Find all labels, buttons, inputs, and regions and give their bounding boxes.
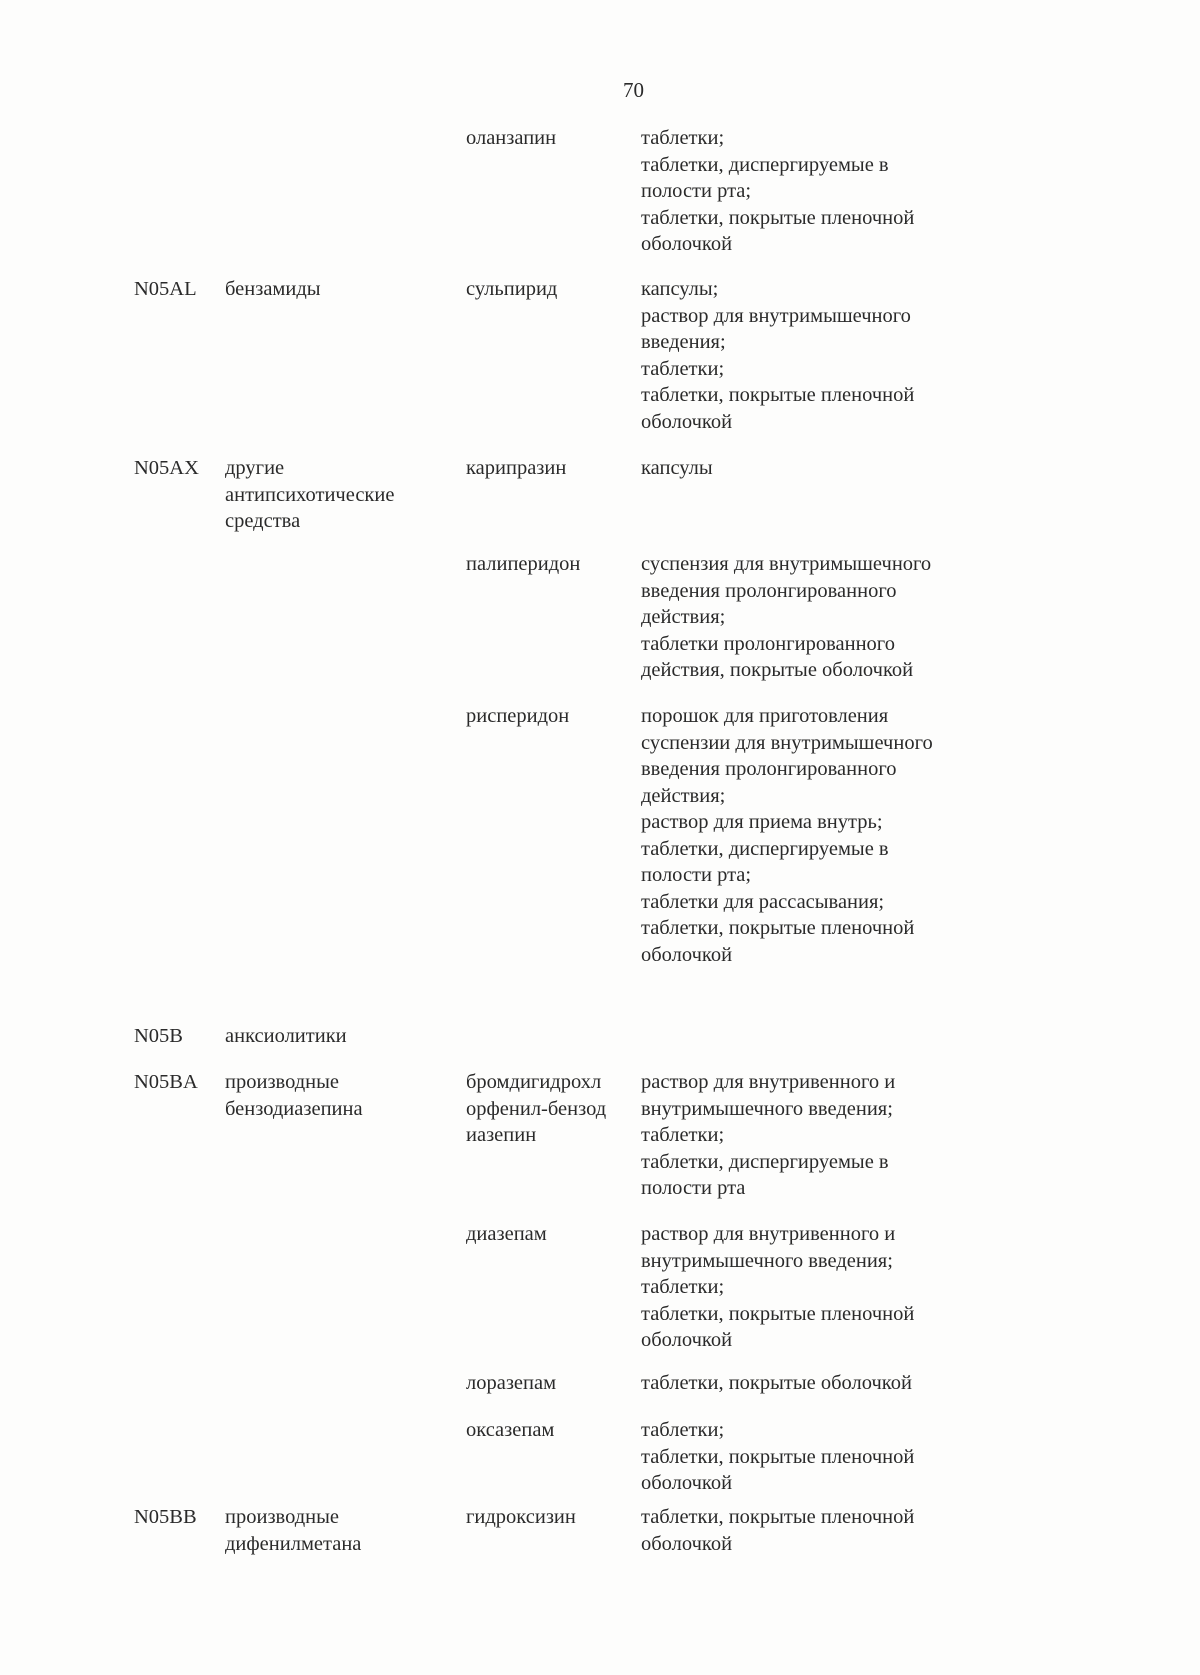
drug-name-line: диазепам bbox=[466, 1223, 547, 1245]
dosage-forms-line: введения пролонгированного bbox=[641, 758, 897, 780]
group-name-line: дифенилметана bbox=[225, 1532, 362, 1555]
dosage-forms-line: таблетки; bbox=[641, 1419, 725, 1441]
drug-name-line: рисперидон bbox=[466, 705, 570, 727]
dosage-forms-line: таблетки; bbox=[641, 1276, 725, 1298]
drug-name-line: иазепин bbox=[466, 1124, 537, 1146]
atc-code: N05BA bbox=[134, 1071, 198, 1093]
dosage-forms-line: оболочкой bbox=[641, 943, 733, 966]
group-name-line: средства bbox=[225, 510, 301, 532]
dosage-forms-line: полости рта; bbox=[641, 180, 752, 202]
dosage-forms-line: раствор для внутримышечного bbox=[641, 304, 911, 327]
drug-name bbox=[466, 551, 580, 578]
group-name bbox=[225, 1504, 361, 1557]
dosage-forms-line: раствор для внутривенного и bbox=[641, 1071, 896, 1093]
group-name-line: производные bbox=[225, 1506, 340, 1528]
dosage-forms-line: таблетки пролонгированного bbox=[641, 632, 895, 655]
dosage-forms-line: внутримышечного введения; bbox=[641, 1249, 893, 1272]
drug-name-line: орфенил-бензод bbox=[466, 1097, 607, 1120]
page-number: 70 bbox=[623, 78, 644, 102]
group-name-line: другие bbox=[225, 457, 285, 479]
drug-name-line: оланзапин bbox=[466, 127, 557, 149]
atc-code: N05AL bbox=[134, 278, 197, 300]
dosage-forms-line: таблетки, покрытые оболочкой bbox=[641, 1372, 912, 1394]
atc-code: N05AX bbox=[134, 457, 199, 479]
drug-name bbox=[466, 455, 566, 482]
dosage-forms-line: действия; bbox=[641, 784, 726, 807]
drug-name bbox=[466, 276, 557, 303]
dosage-forms bbox=[641, 1069, 895, 1202]
drug-name bbox=[466, 1504, 576, 1531]
dosage-forms-line: таблетки, покрытые пленочной bbox=[641, 1445, 915, 1468]
group-name-line: бензодиазепина bbox=[225, 1097, 363, 1120]
dosage-forms-line: введения пролонгированного bbox=[641, 579, 897, 602]
group-name-line: анксиолитики bbox=[225, 1025, 347, 1047]
dosage-forms-line: таблетки; bbox=[641, 357, 725, 380]
dosage-forms-line: действия; bbox=[641, 606, 726, 628]
drug-name bbox=[466, 1417, 554, 1444]
dosage-forms-line: раствор для приема внутрь; bbox=[641, 811, 883, 833]
dosage-forms bbox=[641, 455, 713, 482]
dosage-forms bbox=[641, 1417, 914, 1497]
drug-name-line: лоразепам bbox=[466, 1372, 557, 1394]
dosage-forms-line: полости рта; bbox=[641, 864, 752, 886]
dosage-forms-line: действия, покрытые оболочкой bbox=[641, 659, 914, 681]
dosage-forms-line: таблетки, покрытые пленочной bbox=[641, 384, 915, 406]
drug-name bbox=[466, 125, 556, 152]
dosage-forms-line: таблетки, диспергируемые в bbox=[641, 1150, 889, 1173]
drug-name bbox=[466, 703, 569, 730]
drug-name-line: сульпирид bbox=[466, 278, 558, 300]
dosage-forms-line: таблетки; bbox=[641, 1124, 725, 1146]
dosage-forms-line: оболочкой bbox=[641, 1472, 733, 1494]
atc-code: N05BB bbox=[134, 1506, 197, 1528]
drug-name bbox=[466, 1069, 606, 1149]
dosage-forms-line: таблетки, покрытые пленочной bbox=[641, 206, 915, 229]
group-name-line: антипсихотические bbox=[225, 483, 395, 506]
dosage-forms-line: таблетки, покрытые пленочной bbox=[641, 1302, 915, 1325]
dosage-forms bbox=[641, 1370, 912, 1397]
dosage-forms-line: порошок для приготовления bbox=[641, 705, 889, 727]
drug-name-line: оксазепам bbox=[466, 1419, 555, 1441]
group-name bbox=[225, 276, 321, 303]
drug-name bbox=[466, 1221, 547, 1248]
dosage-forms-line: суспензия для внутримышечного bbox=[641, 553, 932, 575]
dosage-forms-line: капсулы bbox=[641, 457, 713, 479]
drug-name-line: гидроксизин bbox=[466, 1506, 576, 1528]
dosage-forms-line: внутримышечного введения; bbox=[641, 1097, 893, 1120]
dosage-forms-line: введения; bbox=[641, 331, 726, 353]
dosage-forms bbox=[641, 276, 914, 435]
atc-code: N05B bbox=[134, 1025, 183, 1047]
dosage-forms-line: суспензии для внутримышечного bbox=[641, 731, 933, 754]
group-name-line: производные bbox=[225, 1071, 340, 1093]
dosage-forms-line: раствор для внутривенного и bbox=[641, 1223, 896, 1245]
dosage-forms bbox=[641, 1504, 914, 1557]
dosage-forms-line: капсулы; bbox=[641, 278, 719, 300]
drug-name-line: палиперидон bbox=[466, 553, 581, 575]
dosage-forms-line: таблетки, диспергируемые в bbox=[641, 153, 889, 176]
dosage-forms-line: оболочкой bbox=[641, 233, 733, 255]
dosage-forms-line: таблетки для рассасывания; bbox=[641, 890, 885, 913]
group-name bbox=[225, 1023, 347, 1050]
dosage-forms-line: таблетки, диспергируемые в bbox=[641, 837, 889, 860]
dosage-forms bbox=[641, 703, 933, 968]
dosage-forms bbox=[641, 551, 931, 684]
group-name bbox=[225, 1069, 363, 1122]
dosage-forms-line: оболочкой bbox=[641, 1532, 733, 1555]
group-name bbox=[225, 455, 394, 535]
dosage-forms-line: полости рта bbox=[641, 1177, 746, 1199]
drug-name-line: бромдигидрохл bbox=[466, 1071, 602, 1093]
dosage-forms-line: оболочкой bbox=[641, 410, 733, 433]
dosage-forms-line: таблетки; bbox=[641, 127, 725, 149]
dosage-forms bbox=[641, 1221, 914, 1354]
group-name-line: бензамиды bbox=[225, 278, 321, 300]
dosage-forms-line: оболочкой bbox=[641, 1329, 733, 1351]
dosage-forms-line: таблетки, покрытые пленочной bbox=[641, 917, 915, 939]
dosage-forms-line: таблетки, покрытые пленочной bbox=[641, 1506, 915, 1528]
drug-name-line: карипразин bbox=[466, 457, 567, 479]
drug-name bbox=[466, 1370, 556, 1397]
dosage-forms bbox=[641, 125, 914, 258]
